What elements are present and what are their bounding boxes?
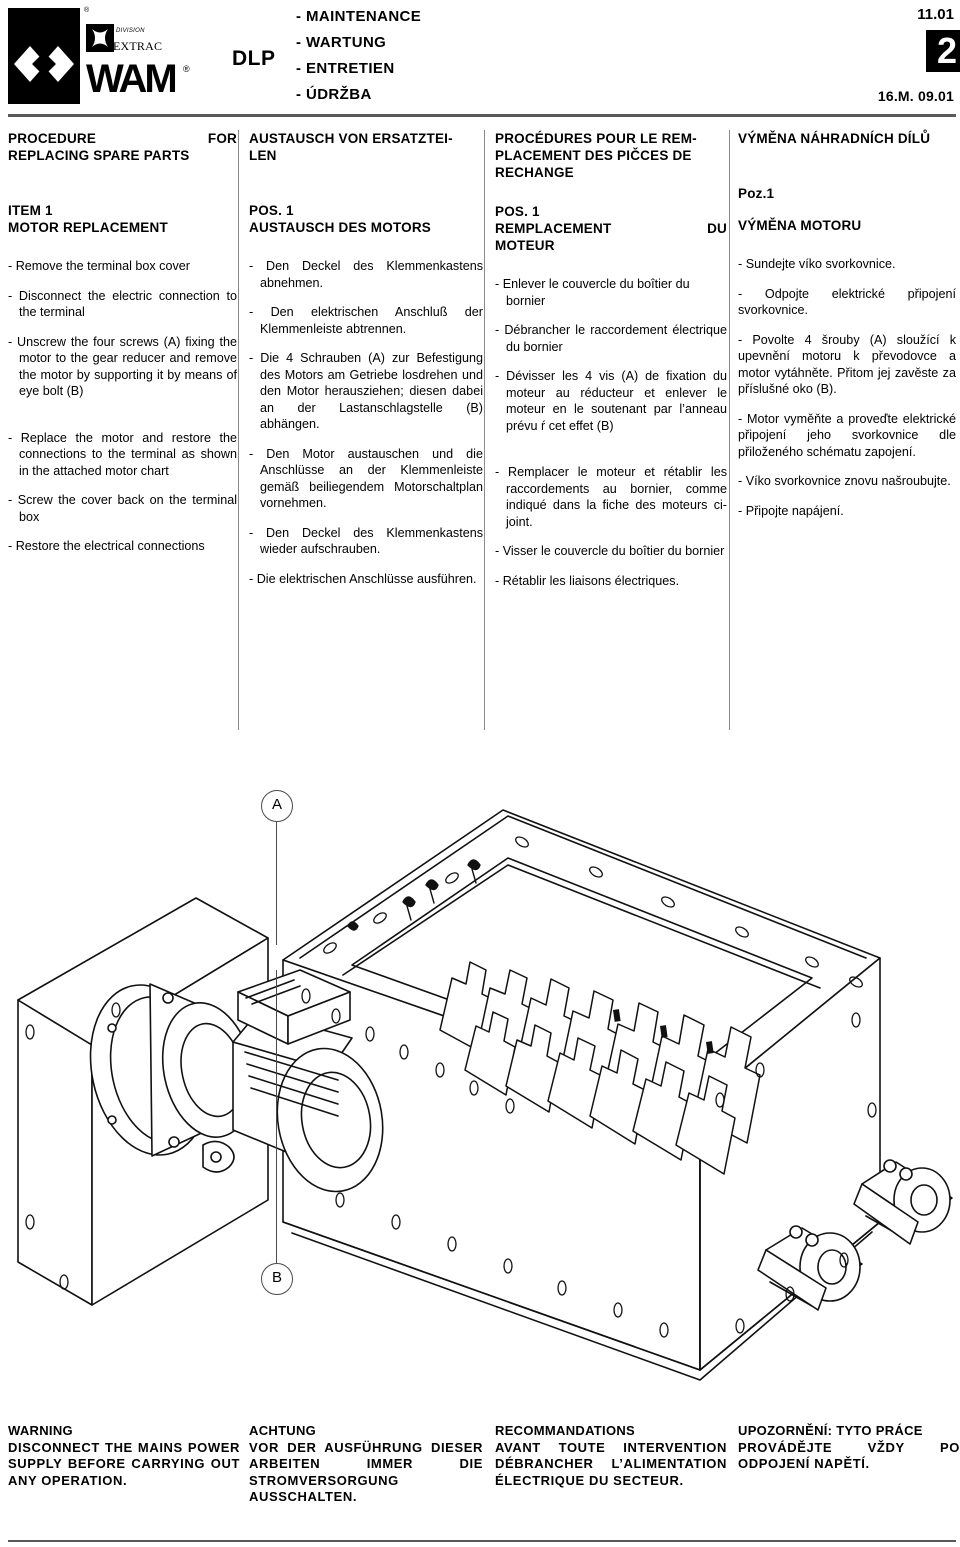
step-en-6: - Restore the electrical connections <box>8 539 205 553</box>
step-de-4: - Den Motor austauschen und die Anschlüsse an der Klemmenleiste gemäß beiliegendem Motorschaltplan vornehmen. <box>249 446 483 510</box>
item-title-en: MOTOR REPLACEMENT <box>8 220 168 235</box>
column-separator-3 <box>729 130 730 730</box>
step-cs-1: - Sundejte víko svorkovnice. <box>738 257 896 271</box>
step-cs-2: - Odpojte elektrické připojení svorkovnice. <box>738 286 956 317</box>
section-title-en-line2: REPLACING SPARE PARTS <box>8 148 190 163</box>
step-fr-5: - Visser le couvercle du boîtier du bornier <box>495 544 725 558</box>
callout-a: A <box>261 790 293 822</box>
column-german <box>249 130 483 603</box>
column-english <box>8 130 237 571</box>
section-title-en-line1: PROCEDURE FOR <box>8 131 237 146</box>
step-cs-3: - Povolte 4 šrouby (A) sloužící k upevnění motoru k převodovce a motor vytáhněte. Přitom jej zavěste za příslušné oko (B). <box>738 332 956 396</box>
section-title-fr-line2: PLACEMENT DES PIČCES DE <box>495 148 692 163</box>
footer-divider-rule <box>8 1540 956 1542</box>
document-revision-code: 11.01 <box>917 6 954 23</box>
header-title-udrzba: - ÚDRŽBA <box>296 86 372 103</box>
step-fr-2: - Débrancher le raccordement électrique du bornier <box>495 323 727 354</box>
header-title-list <box>296 4 626 108</box>
language-columns <box>0 130 960 750</box>
step-en-3: - Unscrew the four screws (A) fixing the motor to the gear reducer and remove the motor by supporting it by means of eye bolt (B) <box>8 334 237 398</box>
step-en-5: - Screw the cover back on the terminal box <box>8 493 237 524</box>
section-title-fr-line3: RECHANGE <box>495 165 574 180</box>
document-catalogue-code: 16.M. 09.01 <box>877 88 954 104</box>
wam-registered-mark: ® <box>183 64 190 74</box>
warning-body-cs: PROVÁDĚJTE VŽDY PO ODPOJENÍ NAPĚTÍ. <box>738 1439 960 1471</box>
header-title-entretien: - ENTRETIEN <box>296 60 395 77</box>
header-title-maintenance: - MAINTENANCE <box>296 8 422 25</box>
step-en-1: - Remove the terminal box cover <box>8 259 190 273</box>
warning-heading-cs: UPOZORNĚNÍ: TYTO PRÁCE <box>738 1423 923 1438</box>
step-de-1: - Den Deckel des Klemmenkastens abnehmen. <box>249 259 483 290</box>
step-fr-6: - Rétablir les liaisons électriques. <box>495 573 680 588</box>
callout-a-leader <box>276 820 277 945</box>
registered-mark: ® <box>84 7 90 14</box>
page-header <box>0 0 960 112</box>
item-title-fr-line2: MOTEUR <box>495 238 555 253</box>
model-label: DLP <box>232 47 276 70</box>
section-title-de-line1: AUSTAUSCH VON ERSATZTEI- <box>249 131 453 146</box>
step-fr-1: - Enlever le couvercle du boîtier du bornier <box>495 277 690 308</box>
step-cs-6: - Připojte napájení. <box>738 503 844 518</box>
wam-wordmark: WAM <box>86 57 175 101</box>
step-de-5: - Den Deckel des Klemmenkastens wieder aufschrauben. <box>249 525 483 556</box>
warning-english <box>8 1423 240 1489</box>
callout-b: B <box>261 1263 293 1295</box>
warning-heading-de: ACHTUNG <box>249 1423 317 1438</box>
step-cs-4: - Motor vyměňte a proveďte elektrické připojení jeho svorkovnice dle přiloženého schématu zapojení. <box>738 411 956 459</box>
step-fr-3: - Dévisser les 4 vis (A) de fixation du moteur au réducteur et enlever le moteur en le soutenant par l’anneau prévu ŕ cet effet (B) <box>495 369 727 433</box>
step-en-4: - Replace the motor and restore the connections to the terminal as shown in the attached motor chart <box>8 430 237 478</box>
item-label-fr: POS. 1 <box>495 204 540 219</box>
wam-logo <box>8 4 198 108</box>
section-title-de-line2: LEN <box>249 148 277 163</box>
section-title-cs-line1: VÝMĚNA NÁHRADNÍCH DÍLŮ <box>738 131 931 146</box>
warning-body-fr: AVANT TOUTE INTERVENTION DÉBRANCHER L’ALIMENTATION ÉLECTRIQUE DU SECTEUR. <box>495 1439 727 1488</box>
step-fr-4: - Remplacer le moteur et rétablir les raccordements au bornier, comme indiqué dans la fiche des moteurs ci-joint. <box>495 465 727 529</box>
header-divider-rule <box>8 114 956 117</box>
step-de-3: - Die 4 Schrauben (A) zur Befestigung des Motors am Getriebe losdrehen und den Motor herausziehen; diesen dabei an der Lastanschlagstelle (B) abhängen. <box>249 351 483 431</box>
callout-b-leader <box>276 970 277 1265</box>
logo-bowtie-icon <box>12 46 76 82</box>
extrac-x-icon <box>90 28 110 48</box>
column-french <box>495 130 727 605</box>
dlp-machine-illustration <box>0 770 960 1390</box>
warning-heading-en: WARNING <box>8 1423 73 1438</box>
warning-body-de: VOR DER AUSFÜHRUNG DIESER ARBEITEN IMMER DIE STROMVERSORGUNG AUSSCHALTEN. <box>249 1439 483 1504</box>
technical-drawing <box>0 770 960 1390</box>
item-title-cs: VÝMĚNA MOTORU <box>738 218 862 233</box>
extrac-wordmark: EXTRAC <box>113 39 163 53</box>
warning-heading-fr: RECOMMANDATIONS <box>495 1423 636 1438</box>
item-label-cs: Poz.1 <box>738 186 775 201</box>
warning-body-en: DISCONNECT THE MAINS POWER SUPPLY BEFORE CARRYING OUT ANY OPERATION. <box>8 1439 240 1488</box>
step-en-2: - Disconnect the electric connection to the terminal <box>8 288 237 319</box>
column-separator-1 <box>238 130 239 730</box>
division-label: DIVISION <box>116 28 145 34</box>
warning-french <box>495 1423 727 1489</box>
item-label-de: POS. 1 <box>249 203 294 218</box>
warning-czech <box>738 1423 960 1473</box>
page-number-badge: 2 <box>926 30 960 72</box>
warning-german <box>249 1423 483 1506</box>
step-de-2: - Den elektrischen Anschluß der Klemmenleiste abtrennen. <box>249 305 483 336</box>
step-de-6: - Die elektrischen Anschlüsse ausführen. <box>249 571 477 586</box>
header-title-wartung: - WARTUNG <box>296 34 387 51</box>
column-separator-2 <box>484 130 485 730</box>
step-cs-5: - Víko svorkovnice znovu našroubujte. <box>738 474 951 488</box>
column-czech <box>738 130 956 535</box>
section-title-fr-line1: PROCÉDURES POUR LE REM- <box>495 131 697 146</box>
item-title-fr-line1: REMPLACEMENT DU <box>495 221 727 236</box>
item-title-de: AUSTAUSCH DES MOTORS <box>249 220 432 235</box>
item-label-en: ITEM 1 <box>8 203 53 218</box>
